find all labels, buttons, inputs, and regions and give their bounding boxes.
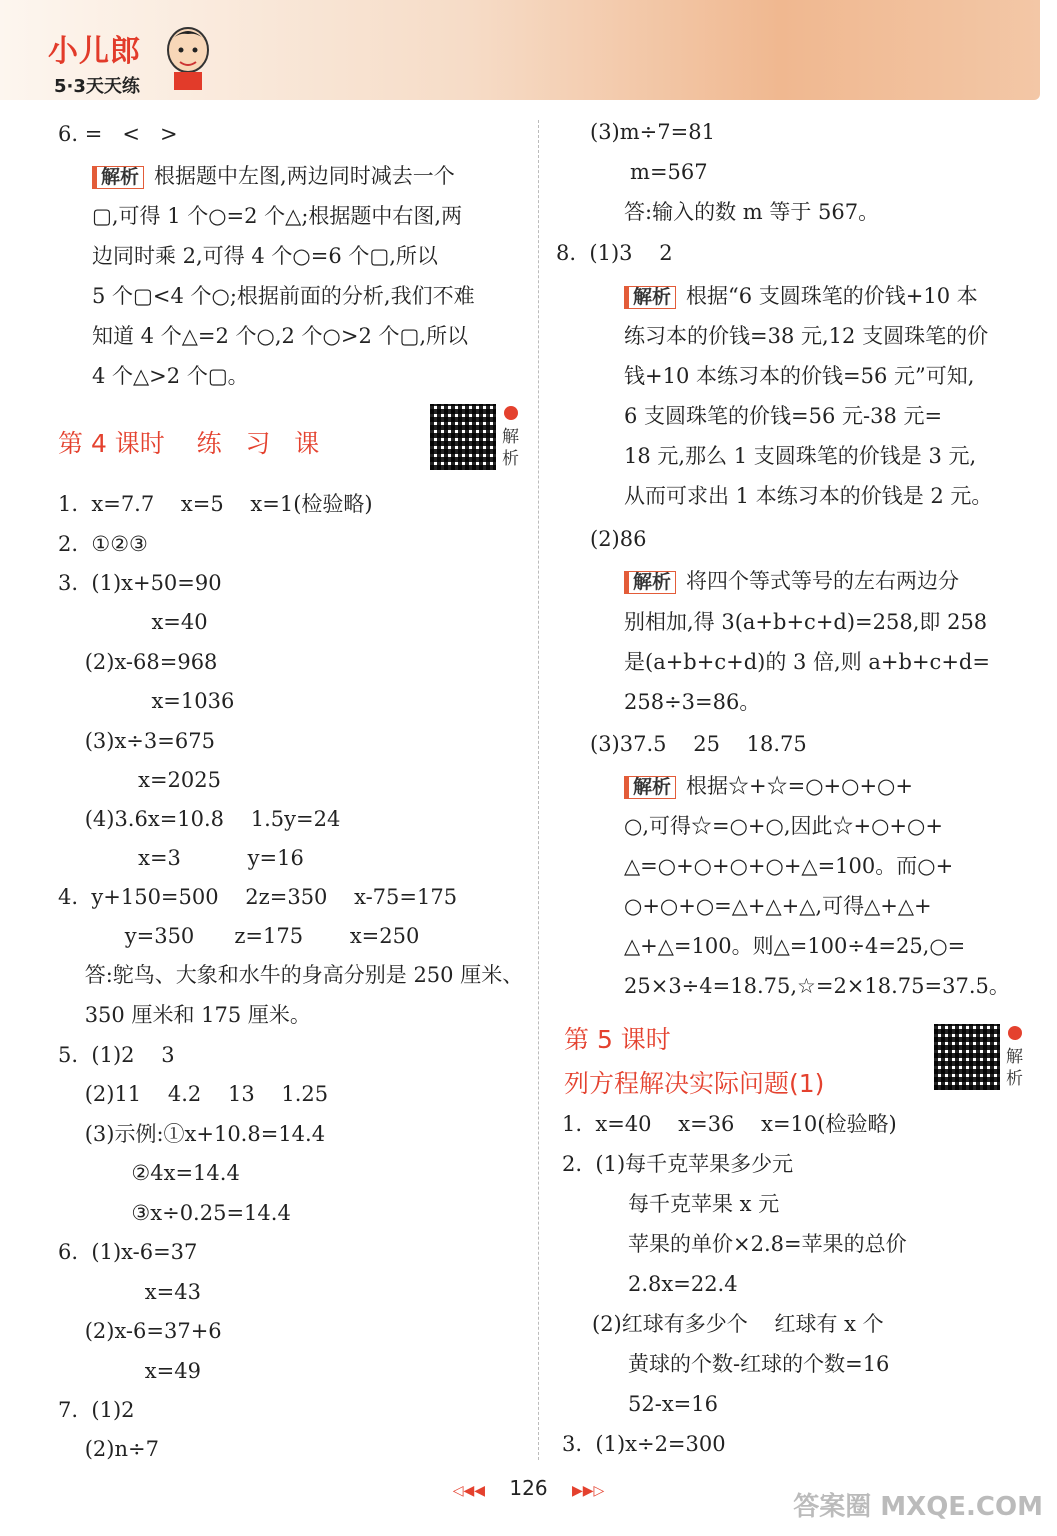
- left-line: [58, 652, 217, 673]
- right-line: [628, 1354, 889, 1375]
- right-text: 是(a+b+c+d)的 3 倍,则 a+b+c+d=: [624, 650, 990, 674]
- right-line: [590, 122, 715, 143]
- left-line: [58, 1084, 328, 1105]
- right-line: [624, 571, 959, 594]
- play-icon: [1008, 1026, 1022, 1040]
- right-text: △+△=100。则△=100÷4=25,○=: [624, 934, 966, 958]
- mascot-icon: [160, 22, 216, 92]
- right-line: [624, 856, 953, 877]
- left-text: 1. x=7.7 x=5 x=1(检验略): [58, 492, 373, 516]
- right-line: [624, 326, 988, 347]
- left-text: x=49: [58, 1359, 201, 1383]
- left-text: (3)x÷3=675: [58, 729, 215, 753]
- right-text: 每千克苹果 x 元: [628, 1192, 780, 1216]
- right-text: 苹果的单价×2.8=苹果的总价: [628, 1232, 907, 1256]
- right-text: 6 支圆珠笔的价钱=56 元-38 元=: [624, 404, 943, 428]
- right-text: 52-x=16: [628, 1392, 718, 1416]
- left-text: (2)n÷7: [58, 1437, 159, 1461]
- analysis-tag: 解析: [624, 286, 676, 309]
- left-line: [92, 286, 475, 307]
- left-text: 根据题中左图,两边同时减去一个: [154, 164, 455, 188]
- section-5-subtitle: 列方程解决实际问题(1): [564, 1069, 825, 1098]
- left-text: 边同时乘 2,可得 4 个○=6 个▢,所以: [92, 244, 438, 268]
- watermark: 答案圈 MXQE.COM: [793, 1492, 1043, 1522]
- left-text: 6. (1)x-6=37: [58, 1240, 198, 1264]
- logo-title: 小儿郎: [48, 34, 141, 69]
- right-line: [624, 612, 987, 633]
- left-line: [58, 926, 419, 947]
- qr-code-icon[interactable]: [934, 1024, 1000, 1090]
- right-text: 8. (1)3 2: [556, 241, 673, 265]
- section-5-title: 第 5 课时: [564, 1025, 671, 1054]
- left-line: [58, 1005, 311, 1026]
- left-line: [58, 809, 340, 830]
- right-text: 练习本的价钱=38 元,12 支圆珠笔的价: [624, 324, 989, 348]
- left-text: 5 个▢<4 个○;根据前面的分析,我们不难: [92, 284, 475, 308]
- left-text: y=350 z=175 x=250: [58, 924, 420, 948]
- page-number: 126: [509, 1476, 548, 1500]
- left-line: [58, 534, 148, 555]
- left-line: [58, 124, 178, 145]
- left-line: [58, 1203, 291, 1224]
- analysis-tag: 解析: [624, 776, 676, 799]
- prev-arrows-icon: ◁◀◀: [452, 1483, 486, 1499]
- left-line: [58, 1282, 201, 1303]
- right-line: [624, 976, 1010, 997]
- right-text: 别相加,得 3(a+b+c+d)=258,即 258: [624, 610, 988, 634]
- left-line: [58, 1321, 222, 1342]
- left-text: (3)示例:①x+10.8=14.4: [58, 1122, 326, 1146]
- right-text: ○,可得☆=○+○,因此☆+○+○+: [624, 814, 943, 838]
- left-line: [58, 1163, 240, 1184]
- right-line: [562, 1114, 897, 1135]
- right-text: (2)86: [590, 527, 647, 551]
- qr-label: 解析: [502, 427, 519, 469]
- right-text: 从而可求出 1 本练习本的价钱是 2 元。: [624, 484, 993, 508]
- left-text: (2)x-6=37+6: [58, 1319, 222, 1343]
- right-line: [562, 1434, 726, 1455]
- left-line: [58, 770, 221, 791]
- right-text: 18 元,那么 1 支圆珠笔的价钱是 3 元,: [624, 444, 977, 468]
- right-text: (3)m÷7=81: [590, 120, 715, 144]
- left-text: x=2025: [58, 768, 221, 792]
- left-text: 知道 4 个△=2 个○,2 个○>2 个▢,所以: [92, 324, 468, 348]
- left-line: [92, 206, 462, 227]
- left-line: [58, 691, 234, 712]
- right-line: [590, 162, 708, 183]
- left-line: [58, 731, 215, 752]
- right-line: [624, 896, 932, 917]
- left-text: 3. (1)x+50=90: [58, 571, 222, 595]
- left-text: ③x÷0.25=14.4: [58, 1201, 291, 1225]
- right-line: [624, 286, 978, 309]
- analysis-tag: 解析: [624, 571, 676, 594]
- right-text: △=○+○+○+○+△=100。而○+: [624, 854, 954, 878]
- qr-code-icon[interactable]: [430, 404, 496, 470]
- left-line: [58, 1361, 201, 1382]
- left-line: [58, 848, 304, 869]
- right-text: 根据“6 支圆珠笔的价钱+10 本: [686, 284, 978, 308]
- left-text: 答:鸵鸟、大象和水牛的身高分别是 250 厘米、: [58, 963, 524, 987]
- left-text: (2)x-68=968: [58, 650, 218, 674]
- right-line: [624, 776, 913, 799]
- left-line: [92, 366, 249, 387]
- left-text: x=43: [58, 1280, 201, 1304]
- left-line: [58, 1242, 197, 1263]
- right-line: [624, 446, 976, 467]
- right-text: 25×3÷4=18.75,☆=2×18.75=37.5。: [624, 974, 1010, 998]
- left-text: 2. ①②③: [58, 532, 148, 556]
- left-line: [92, 326, 468, 347]
- right-text: 3. (1)x÷2=300: [562, 1432, 726, 1456]
- left-line: [58, 887, 457, 908]
- right-line: [624, 406, 942, 427]
- right-text: 钱+10 本练习本的价钱=56 元”可知,: [624, 364, 975, 388]
- right-line: [624, 652, 990, 673]
- right-line: [592, 1314, 884, 1335]
- left-text: (2)11 4.2 13 1.25: [58, 1082, 329, 1106]
- right-text: m=567: [590, 160, 708, 184]
- right-line: [628, 1234, 907, 1255]
- right-text: (3)37.5 25 18.75: [590, 732, 807, 756]
- right-text: 2. (1)每千克苹果多少元: [562, 1152, 794, 1176]
- left-text: 4 个△>2 个▢。: [92, 364, 249, 388]
- left-text: (4)3.6x=10.8 1.5y=24: [58, 807, 341, 831]
- left-line: [58, 573, 222, 594]
- qr-label: 解析: [1006, 1047, 1023, 1089]
- left-text: x=1036: [58, 689, 235, 713]
- left-line: [92, 166, 455, 189]
- left-text: 5. (1)2 3: [58, 1043, 175, 1067]
- right-line: [562, 1154, 793, 1175]
- right-text: 2.8x=22.4: [628, 1272, 738, 1296]
- left-text: 350 厘米和 175 厘米。: [58, 1003, 311, 1027]
- logo-subtitle: 5·3天天练: [54, 76, 140, 97]
- right-text: 根据☆+☆=○+○+○+: [686, 774, 913, 798]
- left-text: 7. (1)2: [58, 1398, 135, 1422]
- column-divider: [538, 120, 539, 1460]
- right-text: 答:输入的数 m 等于 567。: [624, 200, 880, 224]
- left-line: [58, 494, 373, 515]
- left-text: x=40: [58, 610, 208, 634]
- right-line: [624, 692, 760, 713]
- right-text: ○+○+○=△+△+△,可得△+△+: [624, 894, 932, 918]
- right-line: [590, 734, 807, 755]
- next-arrows-icon: ▶▶▷: [571, 1483, 605, 1499]
- left-line: [58, 965, 523, 986]
- left-line: [58, 1400, 135, 1421]
- right-line: [628, 1394, 718, 1415]
- right-line: [624, 202, 879, 223]
- left-line: [58, 1439, 159, 1460]
- right-line: [556, 243, 673, 264]
- left-text: x=3 y=16: [58, 846, 304, 870]
- play-icon: [504, 406, 518, 420]
- right-line: [628, 1194, 779, 1215]
- right-text: 258÷3=86。: [624, 690, 761, 714]
- right-line: [628, 1274, 738, 1295]
- left-text: ▢,可得 1 个○=2 个△;根据题中右图,两: [92, 204, 463, 228]
- left-line: [58, 612, 208, 633]
- section-4-title: 第 4 课时 练 习 课: [58, 429, 320, 458]
- left-line: [58, 1124, 325, 1145]
- right-text: 1. x=40 x=36 x=10(检验略): [562, 1112, 897, 1136]
- left-text: ②4x=14.4: [58, 1161, 240, 1185]
- left-text: 6. = < >: [58, 122, 178, 146]
- right-line: [624, 486, 992, 507]
- left-text: 4. y+150=500 2z=350 x-75=175: [58, 885, 458, 909]
- right-text: 将四个等式等号的左右两边分: [686, 569, 960, 593]
- right-line: [624, 816, 943, 837]
- left-line: [92, 246, 438, 267]
- right-line: [624, 936, 965, 957]
- right-line: [590, 529, 646, 550]
- right-text: (2)红球有多少个 红球有 x 个: [592, 1312, 884, 1336]
- brand-logo: [48, 26, 218, 106]
- analysis-tag: 解析: [92, 166, 144, 189]
- right-line: [624, 366, 974, 387]
- right-text: 黄球的个数-红球的个数=16: [628, 1352, 890, 1376]
- left-line: [58, 1045, 175, 1066]
